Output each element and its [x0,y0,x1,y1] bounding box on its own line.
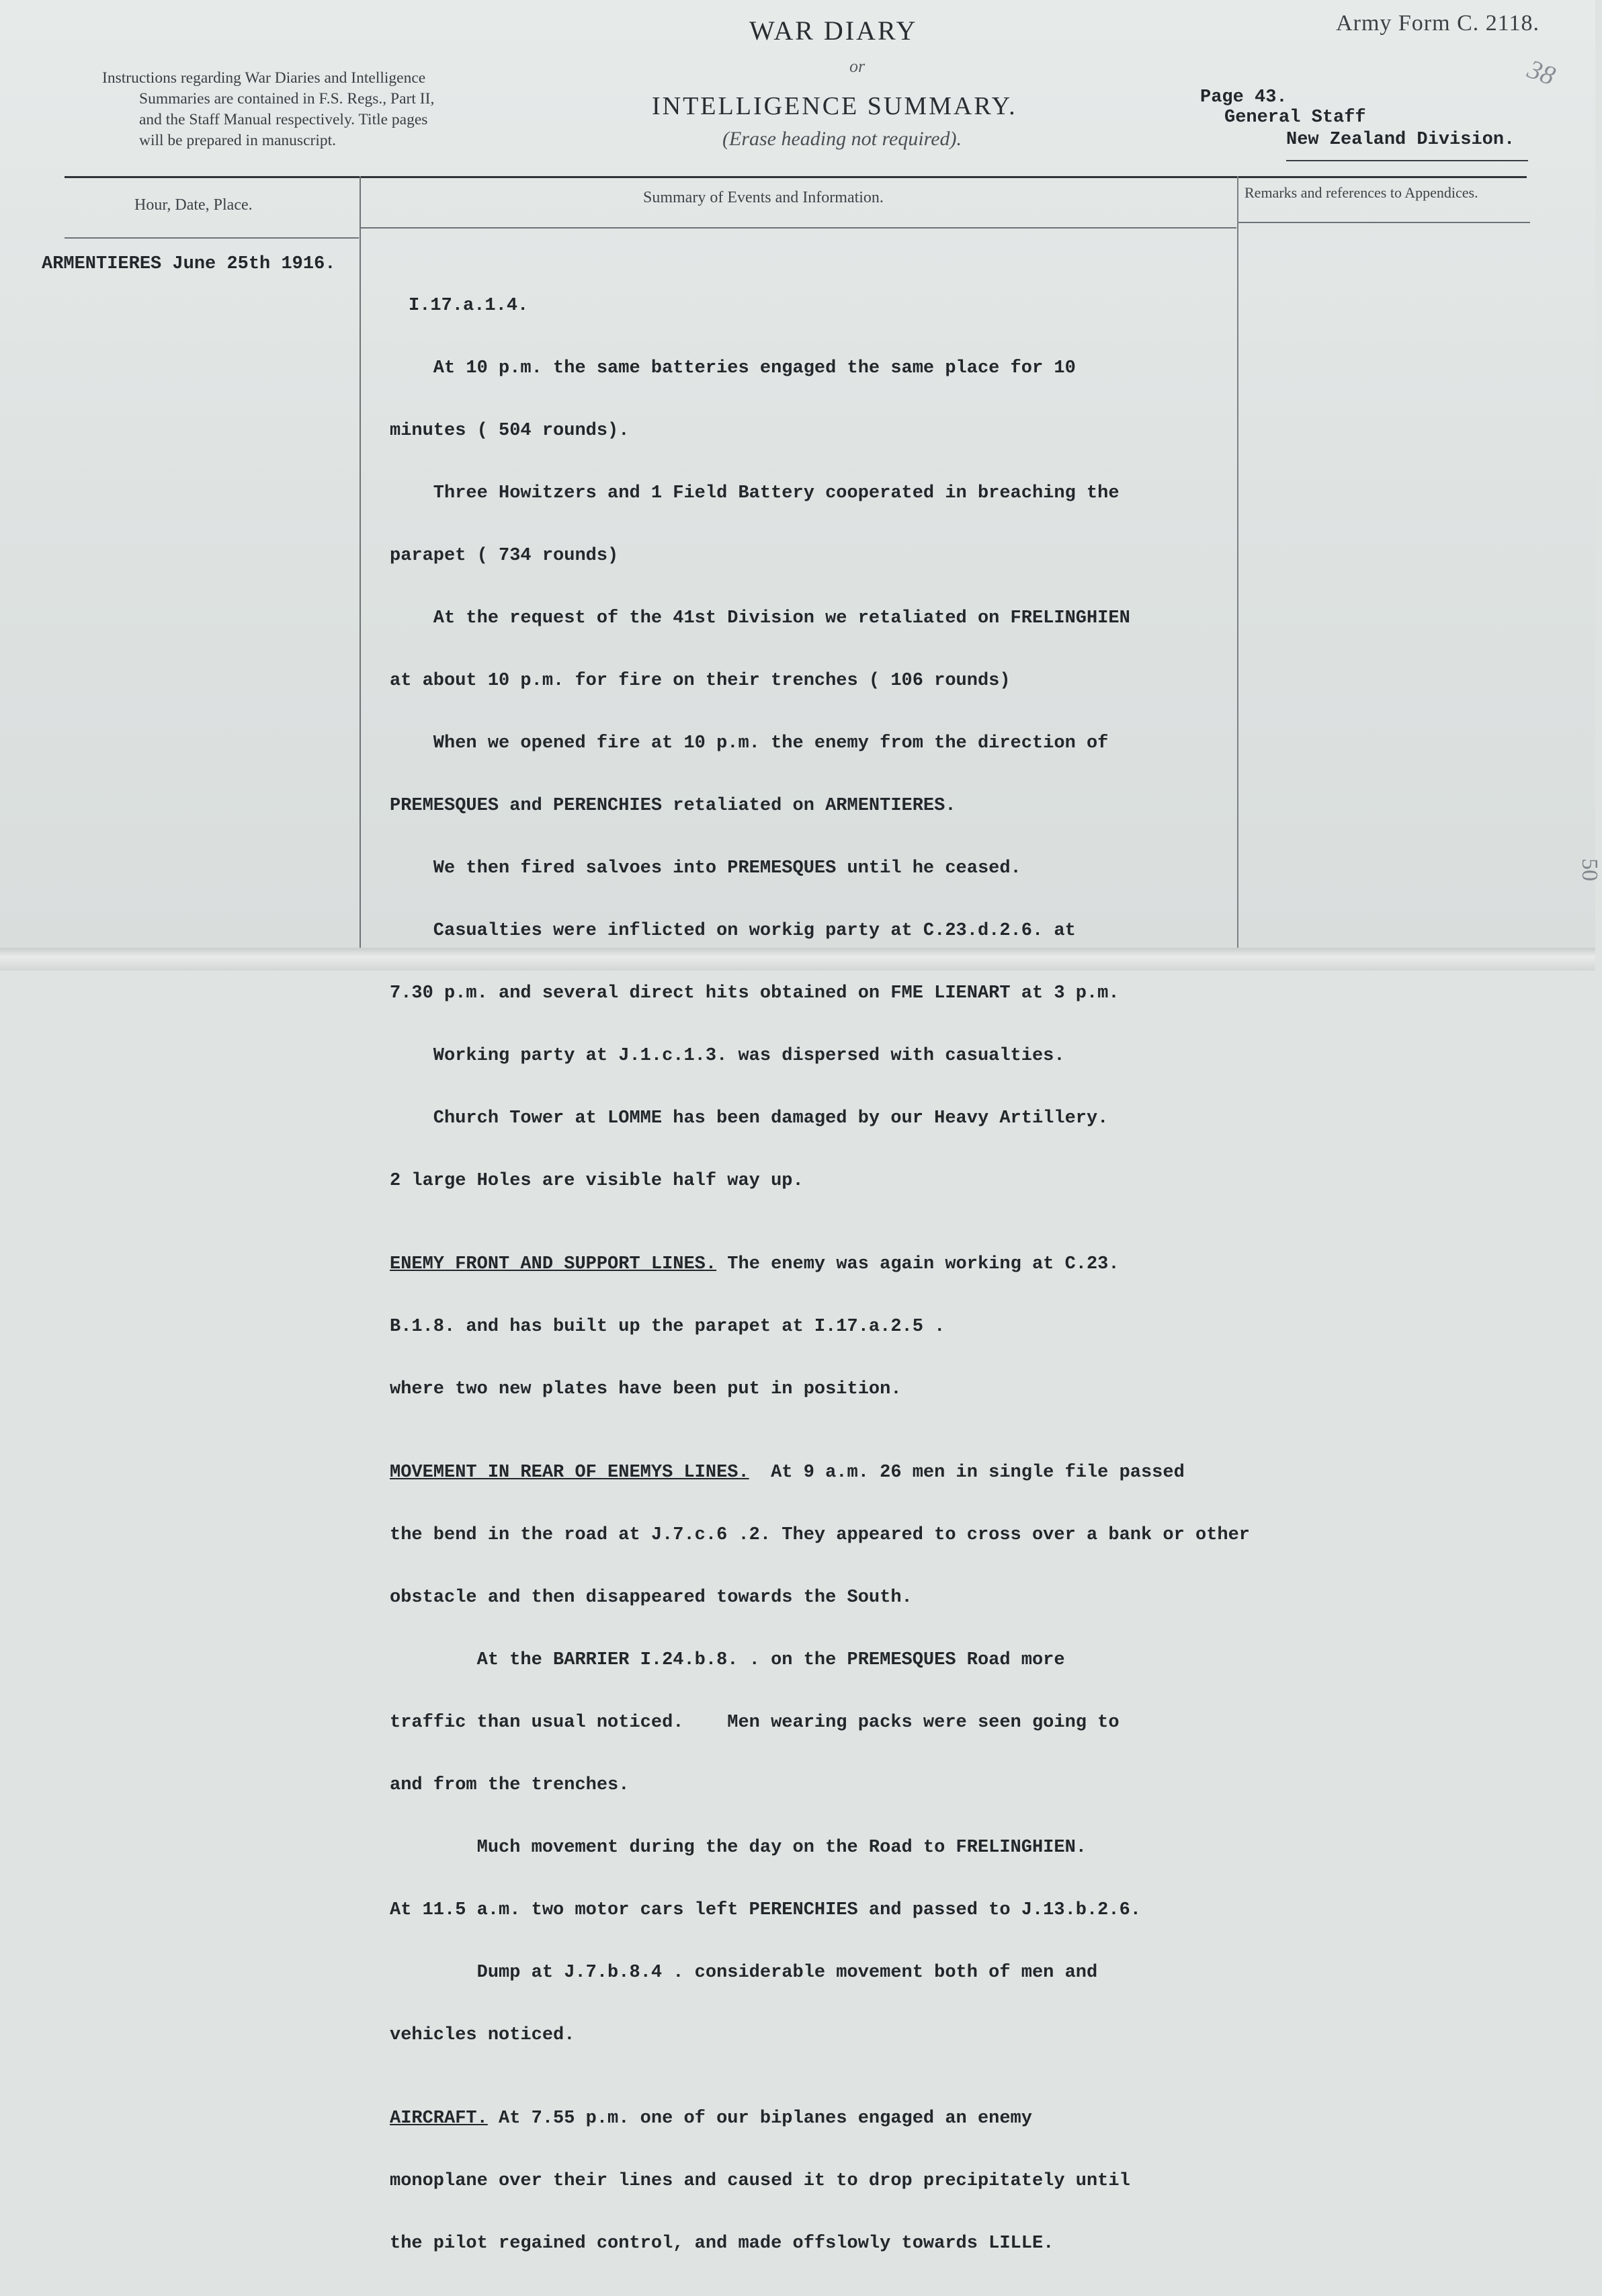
entry-summary-text [390,254,1250,2296]
column-heading-place: Hour, Date, Place. [134,196,253,214]
summary-line: PREMESQUES and PERENCHIES retaliated on ARMENTIERES. [390,796,956,816]
summary-line: At the BARRIER I.24.b.8. . on the PREMESQUES Road more [390,1650,1065,1670]
summary-line: At 7.55 p.m. one of our biplanes engaged an enemy [487,2108,1032,2129]
division-underline [1286,160,1528,161]
summary-line: Dump at J.7.b.8.4 . considerable movement both of men and [390,1963,1098,1983]
enemy-lines-paragraph [390,1254,1250,1275]
title-or: or [849,56,866,76]
movement-heading: MOVEMENT IN REAR OF ENEMYS LINES. [390,1463,749,1483]
staff-label: General Staff [1224,108,1366,128]
division-label: New Zealand Division. [1286,130,1515,150]
army-form-number: Army Form C. 2118. [1336,11,1540,36]
page-title: WAR DIARY [749,15,918,46]
summary-line: When we opened fire at 10 p.m. the enemy from the direction of [390,733,1109,753]
instructions-line: Summaries are contained in F.S. Regs., Part II, [139,90,435,108]
summary-line: vehicles noticed. [390,2025,575,2045]
aircraft-heading: AIRCRAFT. [390,2108,488,2129]
summary-line: the pilot regained control, and made offslowly towards LILLE. [390,2233,1054,2254]
folio-mark: 38 [1523,53,1560,91]
summary-line: at about 10 p.m. for fire on their trenches ( 106 rounds) [390,671,1011,691]
summary-line: parapet ( 734 rounds) [390,546,619,566]
col-divider-left [360,176,361,948]
summary-line: minutes ( 504 rounds). [390,421,630,441]
summary-line: We then fired salvoes into PREMESQUES until he ceased. [390,858,1021,878]
summary-line: B.1.8. and has built up the parapet at I.17.a.2.5 . [390,1317,945,1337]
summary-line: Casualties were inflicted on workig party at C.23.d.2.6. at [390,921,1076,941]
summary-line: At 11.5 a.m. two motor cars left PERENCHIES and passed to J.13.b.2.6. [390,1900,1141,1920]
summary-line: At 9 a.m. 26 men in single file passed [749,1463,1185,1483]
summary-line: Church Tower at LOMME has been damaged by our Heavy Artillery. [390,1108,1109,1129]
summary-line: traffic than usual noticed. Men wearing packs were seen going to [390,1713,1120,1733]
summary-line: 7.30 p.m. and several direct hits obtained on FME LIENART at 3 p.m. [390,983,1120,1003]
instructions-line: Instructions regarding War Diaries and Intelligence [102,69,426,87]
summary-line: obstacle and then disappeared towards the South. [390,1588,913,1608]
summary-line: At the request of the 41st Division we retaliated on FRELINGHIEN [390,608,1130,628]
summary-line: I.17.a.1.4. [409,296,529,316]
summary-line: monoplane over their lines and caused it to drop precipitately until [390,2171,1130,2191]
col-head-rule-mid [361,227,1236,229]
page-number: Page 43. [1200,87,1288,108]
erase-note: (Erase heading not required). [722,128,962,150]
summary-line: At 10 p.m. the same batteries engaged the same place for 10 [390,358,1076,378]
summary-line: where two new plates have been put in position. [390,1379,902,1399]
header-rule [65,176,1527,178]
summary-line: Three Howitzers and 1 Field Battery cooperated in breaching the [390,483,1120,503]
instructions-line: and the Staff Manual respectively. Title pages [139,111,428,128]
side-mark: 50 [1577,858,1602,881]
paper-bottom-edge [0,948,1595,971]
col-head-rule-right [1238,222,1530,223]
column-heading-remarks: Remarks and references to Appendices. [1245,184,1478,201]
entry-place-date: ARMENTIERES June 25th 1916. [42,254,336,274]
col-head-rule-left [65,237,359,239]
column-heading-summary: Summary of Events and Information. [643,189,884,206]
page-subtitle: INTELLIGENCE SUMMARY. [652,92,1017,120]
movement-paragraph [390,1463,1250,1483]
instructions-line: will be prepared in manuscript. [139,132,337,149]
summary-line: Working party at J.1.c.1.3. was dispersed with casualties. [390,1046,1065,1066]
summary-line: the bend in the road at J.7.c.6 .2. They appeared to cross over a bank or other [390,1525,1251,1545]
summary-line: and from the trenches. [390,1775,630,1795]
summary-line: 2 large Holes are visible half way up. [390,1171,804,1191]
summary-line: The enemy was again working at C.23. [716,1254,1120,1274]
summary-line: Much movement during the day on the Road to FRELINGHIEN. [390,1838,1087,1858]
aircraft-paragraph [390,2108,1250,2129]
enemy-lines-heading: ENEMY FRONT AND SUPPORT LINES. [390,1254,717,1274]
instructions-block [102,68,532,151]
